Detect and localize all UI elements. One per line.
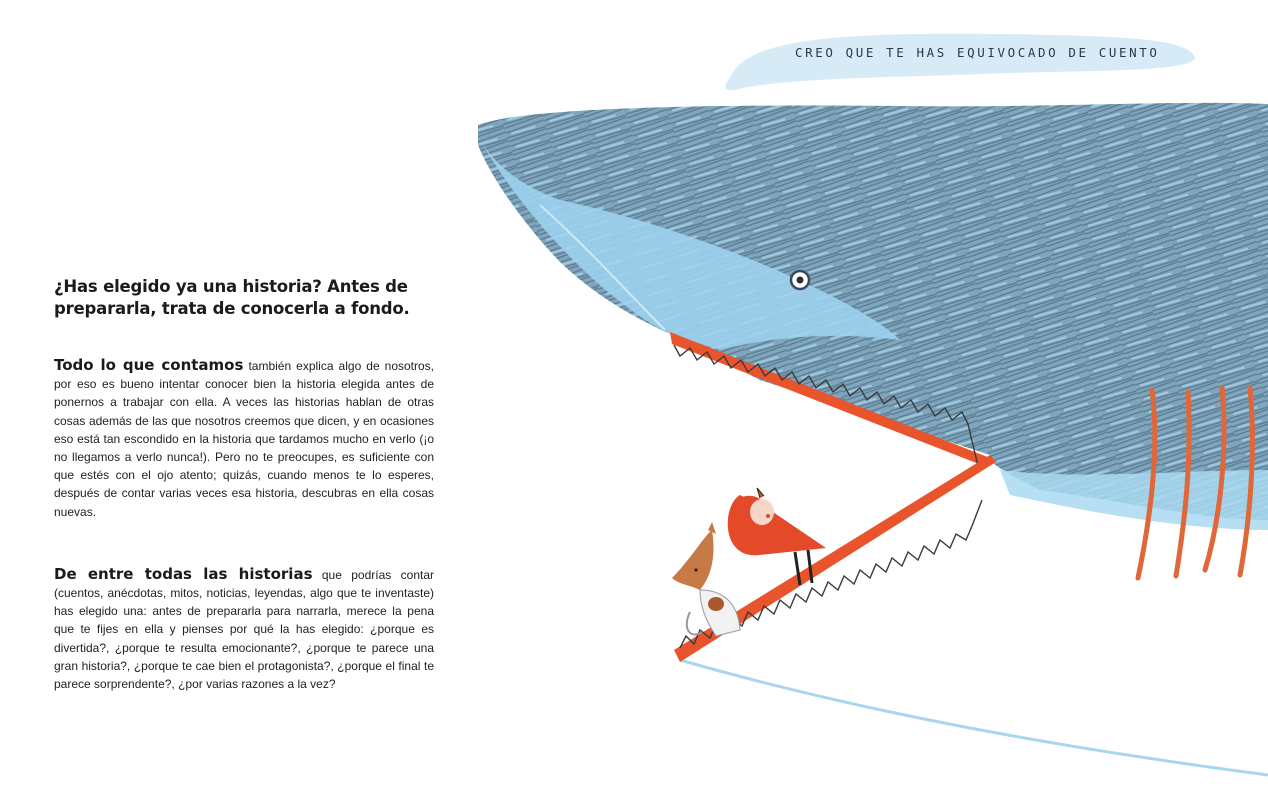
whale-lower-belly <box>1000 470 1268 530</box>
paragraph-2 <box>54 565 434 693</box>
paragraph-2-lead: De entre todas las historias <box>54 564 313 583</box>
paragraph-1-lead: Todo lo que contamos <box>54 356 244 374</box>
whale-illustration <box>440 0 1268 800</box>
whale-jaw-line <box>680 660 1268 775</box>
paragraph-1 <box>54 356 434 521</box>
paragraph-1-body: también explica algo de nosotros, por eso es bueno intentar conocer bien la historia elegida antes de ponernos a trabajar con ella. A veces las historias hablan de otras cosas además de las que nosotros creemos que dicen, y en ocasiones eso está tan escondido en la historia que tardamos mucho en verlo (¡o no llegamos a verlo nunca!). Pero no te preocupes, es suficiente con que estés con el ojo atento; quizás, cuando menos te lo esperes, después de contar varias veces esa historia, descubras en ella cosas nuevas. <box>54 359 435 519</box>
page-heading: ¿Has elegido ya una historia? Antes de prepararla, trata de conocerla a fondo. <box>54 277 410 318</box>
text-column <box>54 276 434 737</box>
paragraph-2-body: que podrías contar (cuentos, anécdotas, mitos, noticias, leyendas, algo que te inventaste) has elegido una: antes de prepararla para narrarla, merece la pena que te fijes en ella y pienses por qué la has elegido: ¿porque es divertida?, ¿porque te resulta emocionante?, ¿porque te parece una gran historia?, ¿porque te cae bien el protagonista?, ¿porque el final te parece sorprendente?, ¿por varias razones a la vez? <box>54 567 434 692</box>
speech-bubble-text: CREO QUE TE HAS EQUIVOCADO DE CUENTO <box>795 45 1160 60</box>
whale-body <box>478 103 1268 520</box>
dog-figure <box>672 522 740 636</box>
speech-bubble <box>725 34 1195 91</box>
red-riding-hood-figure <box>728 488 826 585</box>
